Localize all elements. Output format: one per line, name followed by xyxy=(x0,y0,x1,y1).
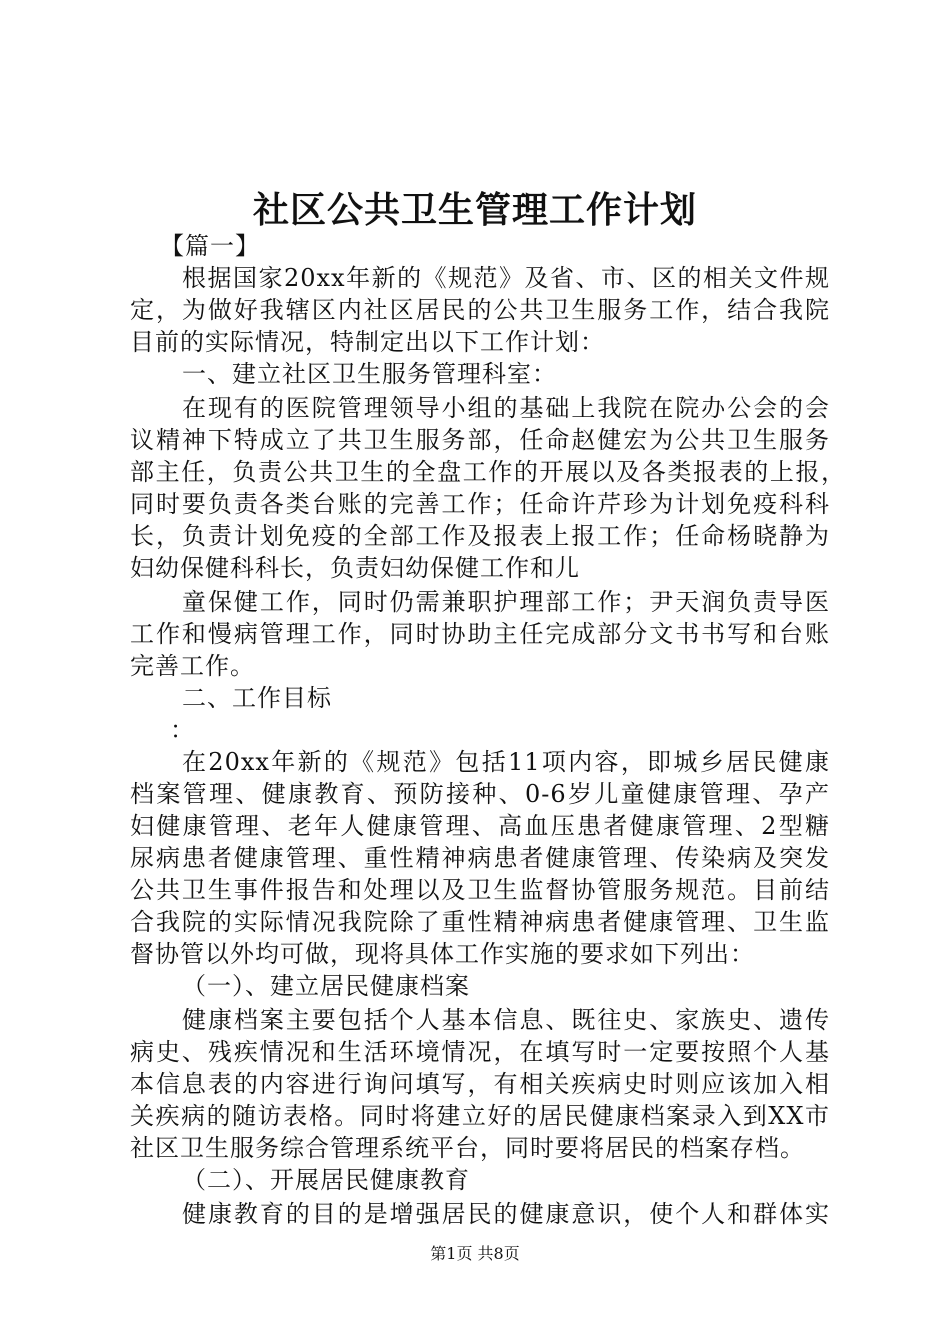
section-heading: 【篇一】 xyxy=(160,232,260,260)
paragraph-line: 合我院的实际情况我院除了重性精神病患者健康管理、卫生监 xyxy=(130,908,830,936)
paragraph-line: ： xyxy=(170,716,195,744)
paragraph-line: 议精神下特成立了共卫生服务部，任命赵健宏为公共卫生服务 xyxy=(130,426,830,454)
paragraph-line: 同时要负责各类台账的完善工作；任命许芹珍为计划免疫科科 xyxy=(130,490,830,518)
paragraph-line: 定，为做好我辖区内社区居民的公共卫生服务工作，结合我院 xyxy=(130,296,830,324)
paragraph-line: 目前的实际情况，特制定出以下工作计划： xyxy=(130,328,605,356)
paragraph-line: 督协管以外均可做，现将具体工作实施的要求如下列出： xyxy=(130,940,755,968)
document-title: 社区公共卫生管理工作计划 xyxy=(252,189,697,231)
paragraph-line: 在现有的医院管理领导小组的基础上我院在院办公会的会 xyxy=(182,394,830,422)
paragraph-line: 部主任，负责公共卫生的全盘工作的开展以及各类报表的上报， xyxy=(130,458,846,486)
paragraph-line: 本信息表的内容进行询问填写，有相关疾病史时则应该加入相 xyxy=(130,1070,830,1098)
paragraph-line: 在20xx年新的《规范》包括11项内容，即城乡居民健康 xyxy=(182,748,830,776)
paragraph-line: 妇健康管理、老年人健康管理、高血压患者健康管理、2型糖 xyxy=(130,812,830,840)
paragraph-line: 妇幼保健科科长，负责妇幼保健工作和儿 xyxy=(130,554,580,582)
paragraph-line: 完善工作。 xyxy=(130,652,255,680)
paragraph-line: 童保健工作，同时仍需兼职护理部工作；尹天润负责导医 xyxy=(182,588,830,616)
page-footer: 第1页 共8页 xyxy=(430,1244,520,1263)
paragraph-line: 公共卫生事件报告和处理以及卫生监督协管服务规范。目前结 xyxy=(130,876,830,904)
paragraph-line: 病史、残疾情况和生活环境情况，在填写时一定要按照个人基 xyxy=(130,1038,830,1066)
section-heading: 二、工作目标 xyxy=(182,684,332,712)
paragraph-line: 工作和慢病管理工作，同时协助主任完成部分文书书写和台账 xyxy=(130,620,830,648)
paragraph-line: 长，负责计划免疫的全部工作及报表上报工作；任命杨晓静为 xyxy=(130,522,830,550)
paragraph-line: 档案管理、健康教育、预防接种、0-6岁儿童健康管理、孕产 xyxy=(130,780,830,808)
section-heading: （二）、开展居民健康教育 xyxy=(182,1166,470,1194)
section-heading: 一、建立社区卫生服务管理科室： xyxy=(182,360,557,388)
paragraph-line: 关疾病的随访表格。同时将建立好的居民健康档案录入到XX市 xyxy=(130,1102,830,1130)
paragraph-line: 社区卫生服务综合管理系统平台，同时要将居民的档案存档。 xyxy=(130,1134,805,1162)
paragraph-line: 尿病患者健康管理、重性精神病患者健康管理、传染病及突发 xyxy=(130,844,830,872)
paragraph-line: 健康档案主要包括个人基本信息、既往史、家族史、遗传 xyxy=(182,1006,830,1034)
section-heading: （一）、建立居民健康档案 xyxy=(182,972,470,1000)
paragraph-line: 根据国家20xx年新的《规范》及省、市、区的相关文件规 xyxy=(182,264,830,292)
paragraph-line: 健康教育的目的是增强居民的健康意识，使个人和群体实 xyxy=(182,1200,830,1228)
